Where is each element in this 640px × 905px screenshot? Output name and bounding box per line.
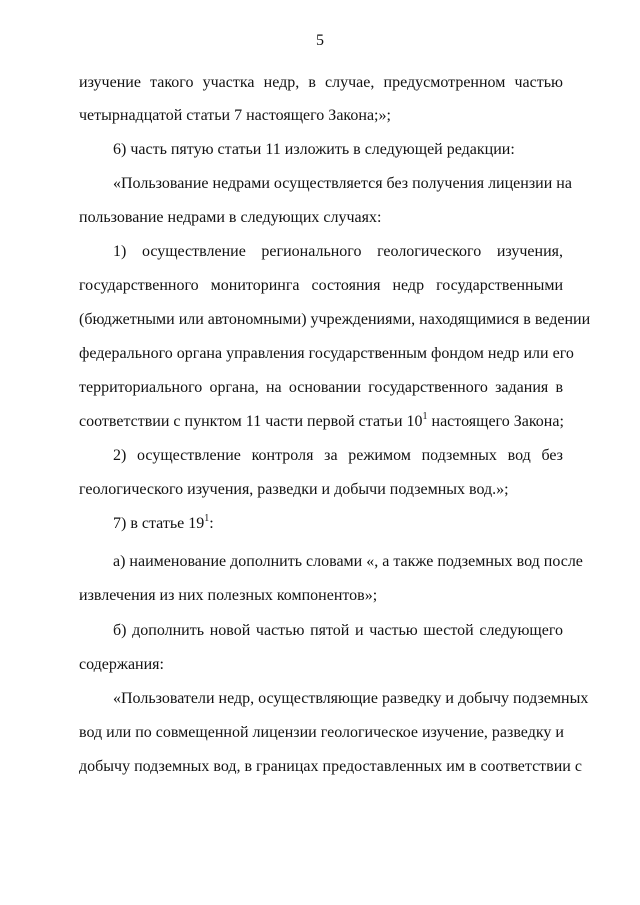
text-fragment: настоящего Закона; (427, 413, 564, 430)
superscript: 1 (422, 410, 428, 422)
text-line (113, 514, 563, 534)
text-line: добычу подземных вод, в границах предоставленных им в соответствии с (79, 758, 582, 775)
text-line: территориального органа, на основании государственного задания в (79, 379, 563, 396)
text-line: «Пользование недрами осуществляется без получения лицензии на (113, 175, 572, 192)
text-line: а) наименование дополнить словами «, а также подземных вод после (113, 553, 583, 570)
text-line: 6) часть пятую статьи 11 изложить в следующей редакции: (113, 141, 515, 158)
text-line: 1) осуществление регионального геологического изучения, (113, 243, 563, 260)
text-line: пользование недрами в следующих случаях: (79, 209, 382, 226)
superscript: 1 (204, 512, 210, 524)
text-fragment: : (209, 515, 214, 532)
text-fragment: соответствии с пунктом 11 части первой статьи 10 (79, 413, 423, 430)
text-line: геологического изучения, разведки и добычи подземных вод.»; (79, 481, 509, 498)
text-line: содержания: (79, 656, 164, 673)
page-number: 5 (316, 32, 324, 49)
text-line: б) дополнить новой частью пятой и частью шестой следующего (113, 622, 563, 639)
text-line: изучение такого участка недр, в случае, предусмотренном частью (79, 74, 563, 91)
text-line: извлечения из них полезных компонентов»; (79, 587, 378, 604)
text-line: (бюджетными или автономными) учреждениями, находящимися в ведении (79, 311, 591, 328)
text-line: вод или по совмещенной лицензии геологическое изучение, разведку и (79, 724, 564, 741)
text-line: государственного мониторинга состояния недр государственными (79, 277, 563, 294)
text-line: «Пользователи недр, осуществляющие разведку и добычу подземных (113, 690, 589, 707)
text-line: 2) осуществление контроля за режимом подземных вод без (113, 447, 563, 464)
text-line (79, 412, 563, 432)
text-fragment: 7) в статье 19 (113, 515, 205, 532)
text-line: федерального органа управления государственным фондом недр или его (79, 345, 574, 362)
text-line: четырнадцатой статьи 7 настоящего Закона;»; (79, 107, 391, 124)
